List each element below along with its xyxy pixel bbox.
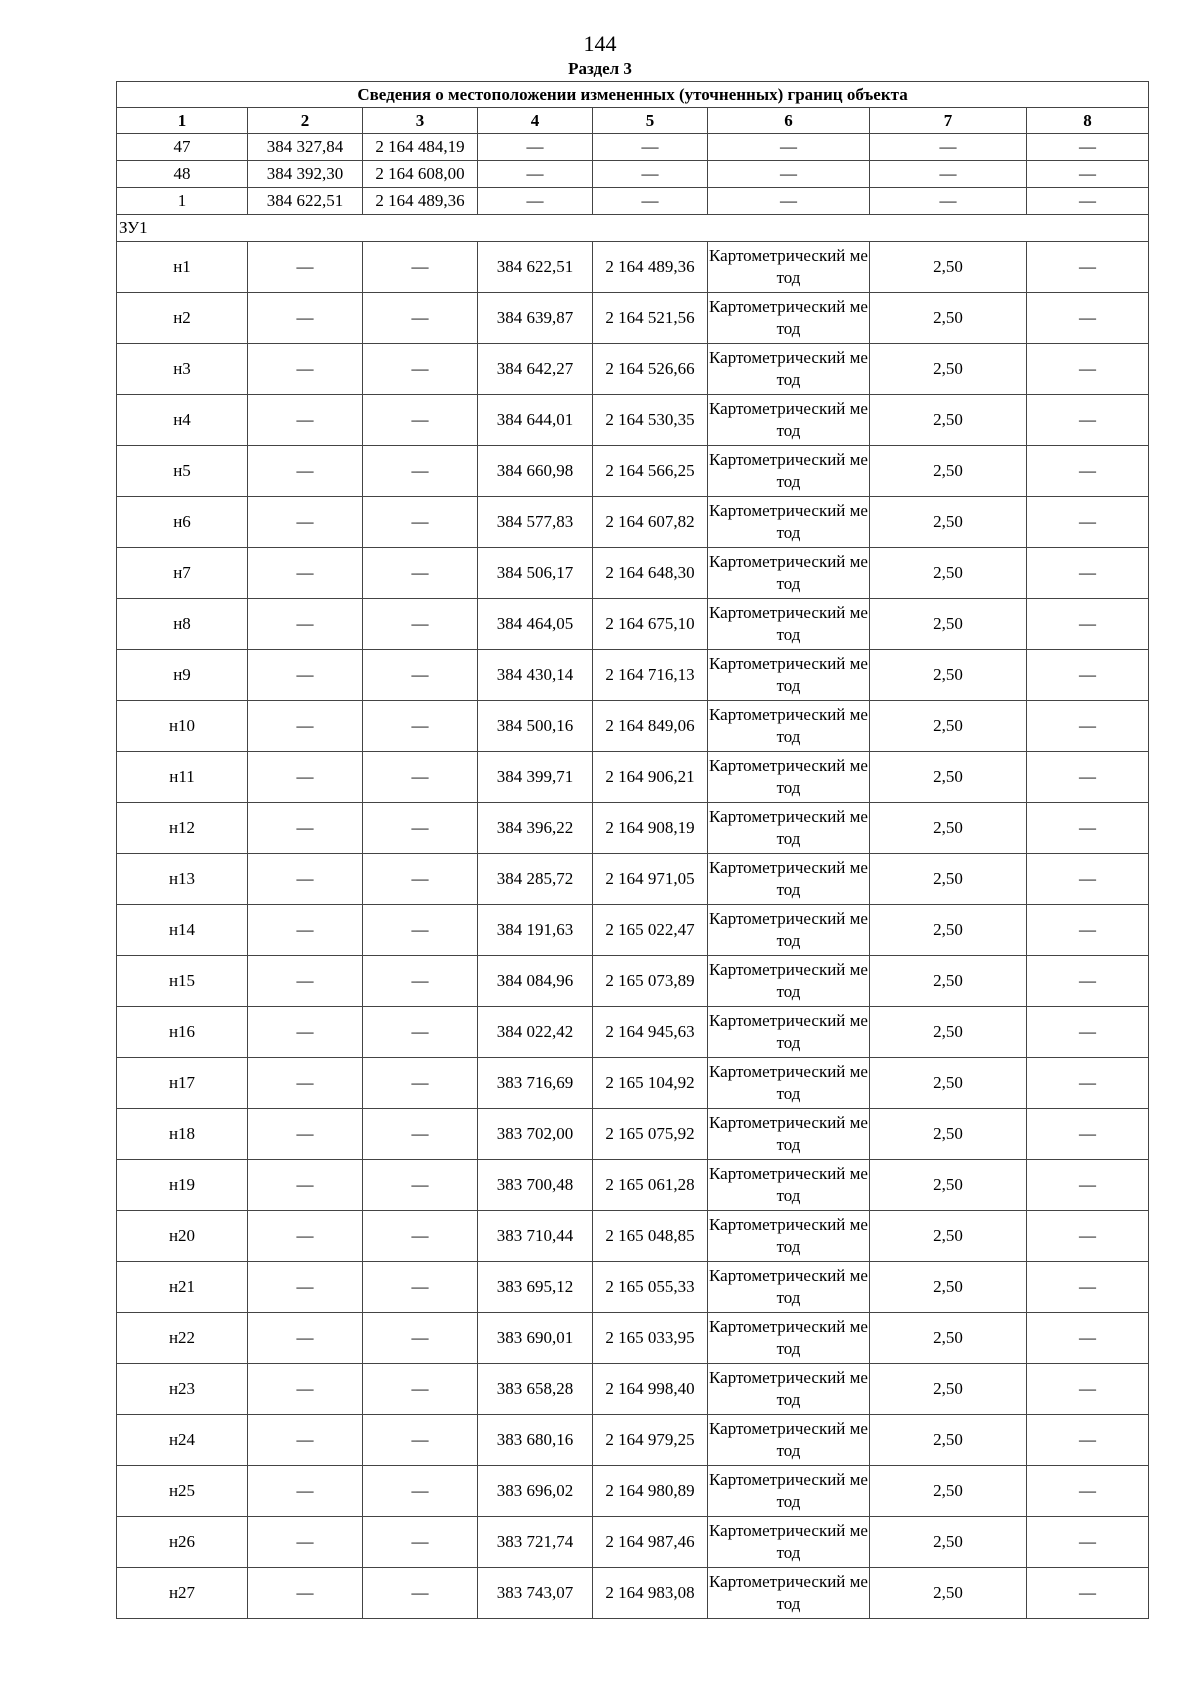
table-cell: —: [593, 161, 708, 188]
table-cell: 2,50: [870, 1211, 1027, 1262]
table-cell: 383 658,28: [478, 1364, 593, 1415]
table-cell: 383 721,74: [478, 1517, 593, 1568]
table-row: [117, 1109, 1149, 1160]
table-cell: —: [1027, 548, 1149, 599]
table-cell: —: [1027, 134, 1149, 161]
table-cell: —: [363, 803, 478, 854]
table-row: [117, 242, 1149, 293]
table-cell: 2,50: [870, 548, 1027, 599]
table-cell: н27: [117, 1568, 248, 1619]
table-cell: 2,50: [870, 701, 1027, 752]
table-cell: 2 164 566,25: [593, 446, 708, 497]
table-cell: н19: [117, 1160, 248, 1211]
table-cell: 2 164 521,56: [593, 293, 708, 344]
table-cell: —: [248, 956, 363, 1007]
table-cell: —: [478, 161, 593, 188]
table-cell: 2 164 979,25: [593, 1415, 708, 1466]
table-cell: —: [593, 134, 708, 161]
table-cell: —: [1027, 599, 1149, 650]
table-cell: 2 164 530,35: [593, 395, 708, 446]
table-cell: —: [248, 1211, 363, 1262]
table-cell: —: [363, 446, 478, 497]
table-cell: —: [248, 1568, 363, 1619]
method-cell: Картометрический метод: [708, 1466, 870, 1517]
table-cell: —: [1027, 1568, 1149, 1619]
table-cell: 2,50: [870, 1109, 1027, 1160]
table-row: [117, 1568, 1149, 1619]
table-cell: н25: [117, 1466, 248, 1517]
table-cell: —: [363, 1211, 478, 1262]
table-row: [117, 599, 1149, 650]
table-cell: 383 716,69: [478, 1058, 593, 1109]
table-cell: —: [1027, 188, 1149, 215]
table-cell: 48: [117, 161, 248, 188]
table-cell: —: [1027, 956, 1149, 1007]
method-cell: Картометрический метод: [708, 956, 870, 1007]
table-cell: —: [248, 803, 363, 854]
table-cell: —: [1027, 1007, 1149, 1058]
table-cell: —: [363, 1364, 478, 1415]
method-cell: Картометрический метод: [708, 1007, 870, 1058]
column-number-cell: 2: [248, 108, 363, 134]
table-cell: н3: [117, 344, 248, 395]
table-cell: —: [248, 1313, 363, 1364]
table-cell: —: [1027, 497, 1149, 548]
table-cell: —: [1027, 1262, 1149, 1313]
table-cell: —: [1027, 446, 1149, 497]
table-row: [117, 1364, 1149, 1415]
table-cell: 384 464,05: [478, 599, 593, 650]
table-cell: н7: [117, 548, 248, 599]
table-cell: —: [870, 188, 1027, 215]
table-cell: 2,50: [870, 956, 1027, 1007]
table-cell: 2,50: [870, 1466, 1027, 1517]
table-cell: —: [248, 1517, 363, 1568]
table-cell: —: [248, 1466, 363, 1517]
table-cell: —: [1027, 1211, 1149, 1262]
table-cell: 384 327,84: [248, 134, 363, 161]
table-cell: —: [870, 134, 1027, 161]
table-cell: 384 642,27: [478, 344, 593, 395]
table-cell: —: [363, 1109, 478, 1160]
table-cell: —: [363, 1313, 478, 1364]
table-cell: —: [708, 161, 870, 188]
table-cell: н4: [117, 395, 248, 446]
table-cell: 2,50: [870, 1007, 1027, 1058]
table-cell: н13: [117, 854, 248, 905]
table-cell: 2 164 489,36: [593, 242, 708, 293]
table-cell: —: [363, 1007, 478, 1058]
method-cell: Картометрический метод: [708, 1415, 870, 1466]
table-cell: —: [248, 1160, 363, 1211]
table-cell: 384 660,98: [478, 446, 593, 497]
table-row: [117, 956, 1149, 1007]
table-cell: 2 164 526,66: [593, 344, 708, 395]
table-cell: 2,50: [870, 1568, 1027, 1619]
table-row: [117, 701, 1149, 752]
table-cell: —: [248, 446, 363, 497]
table-cell: —: [1027, 395, 1149, 446]
method-cell: Картометрический метод: [708, 395, 870, 446]
table-cell: 383 702,00: [478, 1109, 593, 1160]
table-row: [117, 188, 1149, 215]
table-cell: 384 622,51: [248, 188, 363, 215]
table-cell: —: [363, 344, 478, 395]
table-cell: 2 165 075,92: [593, 1109, 708, 1160]
table-cell: —: [363, 1466, 478, 1517]
table-cell: —: [248, 1109, 363, 1160]
table-cell: н14: [117, 905, 248, 956]
table-cell: —: [1027, 1364, 1149, 1415]
table-cell: 2,50: [870, 1058, 1027, 1109]
table-cell: —: [363, 1058, 478, 1109]
table-cell: 2 164 971,05: [593, 854, 708, 905]
table-cell: 2 164 675,10: [593, 599, 708, 650]
table-cell: —: [1027, 1415, 1149, 1466]
method-cell: Картометрический метод: [708, 1262, 870, 1313]
table-cell: 2,50: [870, 905, 1027, 956]
table-cell: 384 622,51: [478, 242, 593, 293]
column-number-cell: 4: [478, 108, 593, 134]
table-cell: 384 639,87: [478, 293, 593, 344]
table-cell: 47: [117, 134, 248, 161]
table-cell: 2,50: [870, 854, 1027, 905]
table-cell: 2 164 908,19: [593, 803, 708, 854]
table-row: [117, 1160, 1149, 1211]
table-row: [117, 1466, 1149, 1517]
table-cell: 384 191,63: [478, 905, 593, 956]
table-cell: 2 164 849,06: [593, 701, 708, 752]
table-cell: 2,50: [870, 1262, 1027, 1313]
table-cell: —: [248, 1364, 363, 1415]
method-cell: Картометрический метод: [708, 548, 870, 599]
table-cell: —: [363, 1415, 478, 1466]
table-cell: —: [248, 242, 363, 293]
table-cell: —: [363, 956, 478, 1007]
table-cell: н11: [117, 752, 248, 803]
table-cell: н26: [117, 1517, 248, 1568]
table-cell: 2,50: [870, 1313, 1027, 1364]
table-row: [117, 1262, 1149, 1313]
table-cell: —: [593, 188, 708, 215]
table-cell: 2 164 608,00: [363, 161, 478, 188]
table-cell: —: [1027, 752, 1149, 803]
table-cell: 383 680,16: [478, 1415, 593, 1466]
table-cell: 1: [117, 188, 248, 215]
table-row: [117, 161, 1149, 188]
method-cell: Картометрический метод: [708, 1364, 870, 1415]
table-cell: —: [1027, 1160, 1149, 1211]
table-cell: —: [363, 395, 478, 446]
table-cell: 383 696,02: [478, 1466, 593, 1517]
table-cell: —: [1027, 293, 1149, 344]
table-cell: н5: [117, 446, 248, 497]
table-cell: —: [363, 905, 478, 956]
table-cell: 2 164 987,46: [593, 1517, 708, 1568]
method-cell: Картометрический метод: [708, 1313, 870, 1364]
group-label: ЗУ1: [117, 215, 1149, 242]
table-cell: н15: [117, 956, 248, 1007]
table-cell: —: [363, 1568, 478, 1619]
table-cell: —: [1027, 1517, 1149, 1568]
table-cell: —: [1027, 803, 1149, 854]
table-cell: —: [248, 497, 363, 548]
method-cell: Картометрический метод: [708, 1109, 870, 1160]
table-cell: 383 700,48: [478, 1160, 593, 1211]
table-cell: н12: [117, 803, 248, 854]
table-cell: —: [248, 701, 363, 752]
table-cell: —: [708, 134, 870, 161]
table-cell: —: [248, 1058, 363, 1109]
table-row: [117, 293, 1149, 344]
table-cell: 384 644,01: [478, 395, 593, 446]
table-cell: 2,50: [870, 1517, 1027, 1568]
method-cell: Картометрический метод: [708, 701, 870, 752]
table-cell: 2 165 073,89: [593, 956, 708, 1007]
table-cell: 2 165 061,28: [593, 1160, 708, 1211]
table-cell: 2,50: [870, 752, 1027, 803]
column-number-cell: 7: [870, 108, 1027, 134]
table-cell: 2,50: [870, 650, 1027, 701]
table-cell: —: [248, 599, 363, 650]
table-row: [117, 497, 1149, 548]
method-cell: Картометрический метод: [708, 1160, 870, 1211]
table-cell: 384 392,30: [248, 161, 363, 188]
table-cell: 384 577,83: [478, 497, 593, 548]
table-cell: —: [1027, 344, 1149, 395]
table-cell: н1: [117, 242, 248, 293]
table-cell: —: [248, 1415, 363, 1466]
table-cell: —: [1027, 854, 1149, 905]
table-cell: 384 500,16: [478, 701, 593, 752]
table-cell: —: [1027, 1466, 1149, 1517]
column-number-cell: 1: [117, 108, 248, 134]
group-row: [117, 215, 1149, 242]
table-cell: н2: [117, 293, 248, 344]
table-cell: —: [248, 344, 363, 395]
table-cell: 2 164 607,82: [593, 497, 708, 548]
table-cell: н10: [117, 701, 248, 752]
table-cell: —: [363, 497, 478, 548]
table-row: [117, 1517, 1149, 1568]
table-cell: —: [363, 242, 478, 293]
table-cell: 384 430,14: [478, 650, 593, 701]
table-cell: —: [363, 650, 478, 701]
table-row: [117, 752, 1149, 803]
method-cell: Картометрический метод: [708, 1568, 870, 1619]
table-cell: 384 285,72: [478, 854, 593, 905]
table-cell: 2 164 484,19: [363, 134, 478, 161]
method-cell: Картометрический метод: [708, 293, 870, 344]
table-cell: —: [1027, 161, 1149, 188]
table-cell: 2,50: [870, 497, 1027, 548]
table-row: [117, 548, 1149, 599]
table-cell: 2 164 716,13: [593, 650, 708, 701]
method-cell: Картометрический метод: [708, 650, 870, 701]
page-number: 144: [583, 31, 617, 56]
table-cell: —: [248, 1262, 363, 1313]
method-cell: Картометрический метод: [708, 497, 870, 548]
column-number-row: [117, 108, 1149, 134]
table-cell: —: [1027, 1058, 1149, 1109]
table-cell: —: [363, 701, 478, 752]
table-cell: 2 164 489,36: [363, 188, 478, 215]
table-cell: 2 164 998,40: [593, 1364, 708, 1415]
table-cell: —: [363, 1517, 478, 1568]
table-cell: 2 165 022,47: [593, 905, 708, 956]
table-cell: н24: [117, 1415, 248, 1466]
method-cell: Картометрический метод: [708, 803, 870, 854]
method-cell: Картометрический метод: [708, 344, 870, 395]
table-title-row: [117, 82, 1149, 108]
table-cell: 2,50: [870, 803, 1027, 854]
table-cell: н8: [117, 599, 248, 650]
table-cell: 2 164 980,89: [593, 1466, 708, 1517]
method-cell: Картометрический метод: [708, 446, 870, 497]
method-cell: Картометрический метод: [708, 242, 870, 293]
column-number-cell: 5: [593, 108, 708, 134]
table-cell: 2,50: [870, 599, 1027, 650]
table-cell: 384 084,96: [478, 956, 593, 1007]
method-cell: Картометрический метод: [708, 1517, 870, 1568]
table-cell: 2,50: [870, 395, 1027, 446]
table-cell: —: [1027, 1313, 1149, 1364]
table-cell: 2,50: [870, 242, 1027, 293]
column-number-cell: 6: [708, 108, 870, 134]
table-cell: 2 165 048,85: [593, 1211, 708, 1262]
table-title: Сведения о местоположении измененных (уточненных) границ объекта: [117, 82, 1149, 108]
table-cell: 2 165 033,95: [593, 1313, 708, 1364]
table-cell: 2,50: [870, 293, 1027, 344]
table-cell: —: [1027, 1109, 1149, 1160]
table-cell: —: [363, 599, 478, 650]
table-cell: —: [870, 161, 1027, 188]
table-cell: —: [248, 854, 363, 905]
table-cell: 2 165 104,92: [593, 1058, 708, 1109]
method-cell: Картометрический метод: [708, 854, 870, 905]
table-cell: н9: [117, 650, 248, 701]
table-cell: 2 164 906,21: [593, 752, 708, 803]
table-cell: —: [478, 134, 593, 161]
table-cell: 2,50: [870, 1160, 1027, 1211]
table-cell: 383 743,07: [478, 1568, 593, 1619]
table-cell: 2 164 945,63: [593, 1007, 708, 1058]
table-cell: —: [1027, 701, 1149, 752]
column-number-cell: 3: [363, 108, 478, 134]
table-row: [117, 854, 1149, 905]
table-cell: 384 396,22: [478, 803, 593, 854]
table-row: [117, 803, 1149, 854]
table-cell: 2,50: [870, 1364, 1027, 1415]
table-cell: н18: [117, 1109, 248, 1160]
table-cell: н23: [117, 1364, 248, 1415]
table-cell: —: [248, 1007, 363, 1058]
table-cell: 2,50: [870, 1415, 1027, 1466]
table-cell: 384 022,42: [478, 1007, 593, 1058]
table-cell: 383 695,12: [478, 1262, 593, 1313]
table-cell: —: [248, 752, 363, 803]
table-cell: 2,50: [870, 344, 1027, 395]
table-cell: —: [248, 548, 363, 599]
section-label: Раздел 3: [568, 59, 632, 78]
method-cell: Картометрический метод: [708, 1058, 870, 1109]
method-cell: Картометрический метод: [708, 905, 870, 956]
method-cell: Картометрический метод: [708, 1211, 870, 1262]
table-cell: —: [248, 395, 363, 446]
table-cell: —: [248, 293, 363, 344]
table-row: [117, 1211, 1149, 1262]
table-cell: 2 164 648,30: [593, 548, 708, 599]
table-row: [117, 344, 1149, 395]
table-cell: —: [248, 905, 363, 956]
table-row: [117, 395, 1149, 446]
table-cell: —: [363, 1160, 478, 1211]
table-cell: 2 165 055,33: [593, 1262, 708, 1313]
table-cell: —: [1027, 650, 1149, 701]
table-cell: 2 164 983,08: [593, 1568, 708, 1619]
table-cell: —: [363, 752, 478, 803]
table-cell: н16: [117, 1007, 248, 1058]
table-cell: н21: [117, 1262, 248, 1313]
table-row: [117, 446, 1149, 497]
table-cell: —: [248, 650, 363, 701]
table-cell: —: [363, 1262, 478, 1313]
table-row: [117, 1415, 1149, 1466]
table-cell: н17: [117, 1058, 248, 1109]
table-row: [117, 905, 1149, 956]
table-row: [117, 1007, 1149, 1058]
table-cell: —: [708, 188, 870, 215]
table-cell: 384 399,71: [478, 752, 593, 803]
table-cell: —: [1027, 242, 1149, 293]
table-row: [117, 1058, 1149, 1109]
table-cell: 2,50: [870, 446, 1027, 497]
table-row: [117, 650, 1149, 701]
table-row: [117, 1313, 1149, 1364]
table-cell: н20: [117, 1211, 248, 1262]
table-cell: 384 506,17: [478, 548, 593, 599]
table-cell: 383 690,01: [478, 1313, 593, 1364]
table-cell: н22: [117, 1313, 248, 1364]
method-cell: Картометрический метод: [708, 599, 870, 650]
table-cell: н6: [117, 497, 248, 548]
table-cell: 383 710,44: [478, 1211, 593, 1262]
table-cell: —: [1027, 905, 1149, 956]
table-cell: —: [363, 548, 478, 599]
boundary-coordinates-table: [116, 81, 1149, 1619]
table-cell: —: [363, 854, 478, 905]
table-cell: —: [478, 188, 593, 215]
table-cell: —: [363, 293, 478, 344]
table-row: [117, 134, 1149, 161]
method-cell: Картометрический метод: [708, 752, 870, 803]
column-number-cell: 8: [1027, 108, 1149, 134]
